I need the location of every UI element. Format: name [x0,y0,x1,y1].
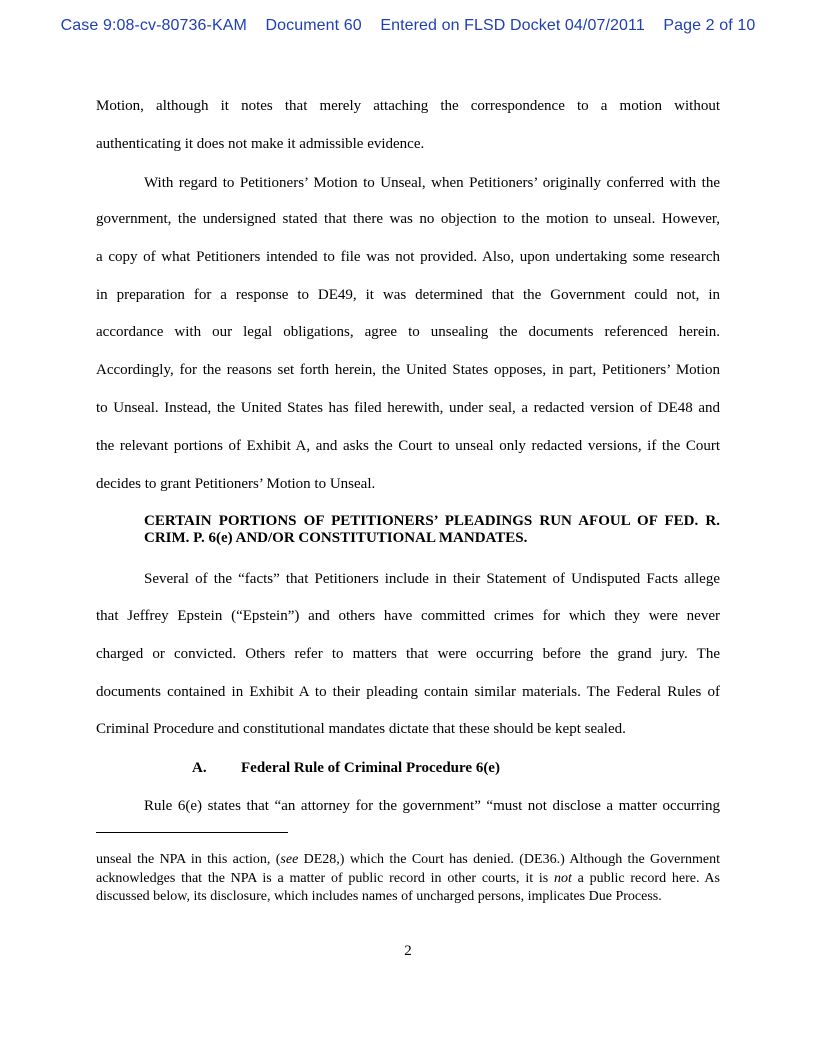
section-heading-line: CRIM. P. 6(e) AND/OR CONSTITUTIONAL MANDATES. [144,530,528,546]
body-line: charged or convicted. Others refer to matters that were occurring before the grand jury. The [96,646,720,662]
case-number: Case 9:08-cv-80736-KAM [60,17,247,34]
body-line: in preparation for a response to DE49, it was determined that the Government could not, in [96,287,720,303]
body-line: to Unseal. Instead, the United States has filed herewith, under seal, a redacted version of DE48 and [96,400,720,416]
footnote-text: unseal the NPA in this action, ( [96,852,281,867]
body-line: documents contained in Exhibit A to their pleading contain similar materials. The Federal Rules of [96,684,720,700]
section-heading [144,513,720,547]
body-line: Rule 6(e) states that “an attorney for the government” “must not disclose a matter occurring [144,798,720,814]
footnote-italic-not: not [553,870,572,886]
body-line: Criminal Procedure and constitutional mandates dictate that these should be kept sealed. [96,721,626,737]
footnote-text: DE28,) which the Court has denied. (DE36.) Although the Government acknowledges that the NPA is a matter of public record in other courts, it is [96,852,720,886]
body-line: decides to grant Petitioners’ Motion to Unseal. [96,476,376,492]
body-line: Several of the “facts” that Petitioners include in their Statement of Undisputed Facts allege [144,571,720,587]
footnote-text: a public record here. As discussed below, its disclosure, which includes names of uncharged persons, implicates Due Process. [96,870,720,904]
page-number: 2 [404,943,412,959]
body-line: the relevant portions of Exhibit A, and asks the Court to unseal only redacted versions, if the Court [96,438,720,454]
body-line: Motion, although it notes that merely attaching the correspondence to a motion without [96,98,720,114]
subsection-title: Federal Rule of Criminal Procedure 6(e) [241,760,500,776]
footnote-italic-see: see [280,852,299,867]
subsection-heading [192,758,500,778]
footnote [96,851,720,907]
body-line: accordance with our legal obligations, agree to unsealing the documents referenced herein. [96,324,720,340]
body-line: With regard to Petitioners’ Motion to Unseal, when Petitioners’ originally conferred with the [144,175,720,191]
body-line: government, the undersigned stated that there was no objection to the motion to unseal. However, [96,211,720,227]
body-line: that Jeffrey Epstein (“Epstein”) and others have committed crimes for which they were never [96,608,720,624]
document-number: Document 60 [265,17,362,34]
body-line: authenticating it does not make it admissible evidence. [96,136,425,152]
section-heading-line: CERTAIN PORTIONS OF PETITIONERS’ PLEADINGS RUN AFOUL OF FED. R. [144,513,720,529]
docket-header [0,17,816,35]
footnote-separator [96,832,288,833]
page-indicator: Page 2 of 10 [663,17,756,34]
docket-entry: Entered on FLSD Docket 04/07/2011 [380,17,645,34]
body-line: Accordingly, for the reasons set forth herein, the United States opposes, in part, Petitioners’ Motion [96,362,720,378]
subsection-letter: A. [192,760,207,776]
body-line: a copy of what Petitioners intended to file was not provided. Also, upon undertaking some research [96,249,720,265]
